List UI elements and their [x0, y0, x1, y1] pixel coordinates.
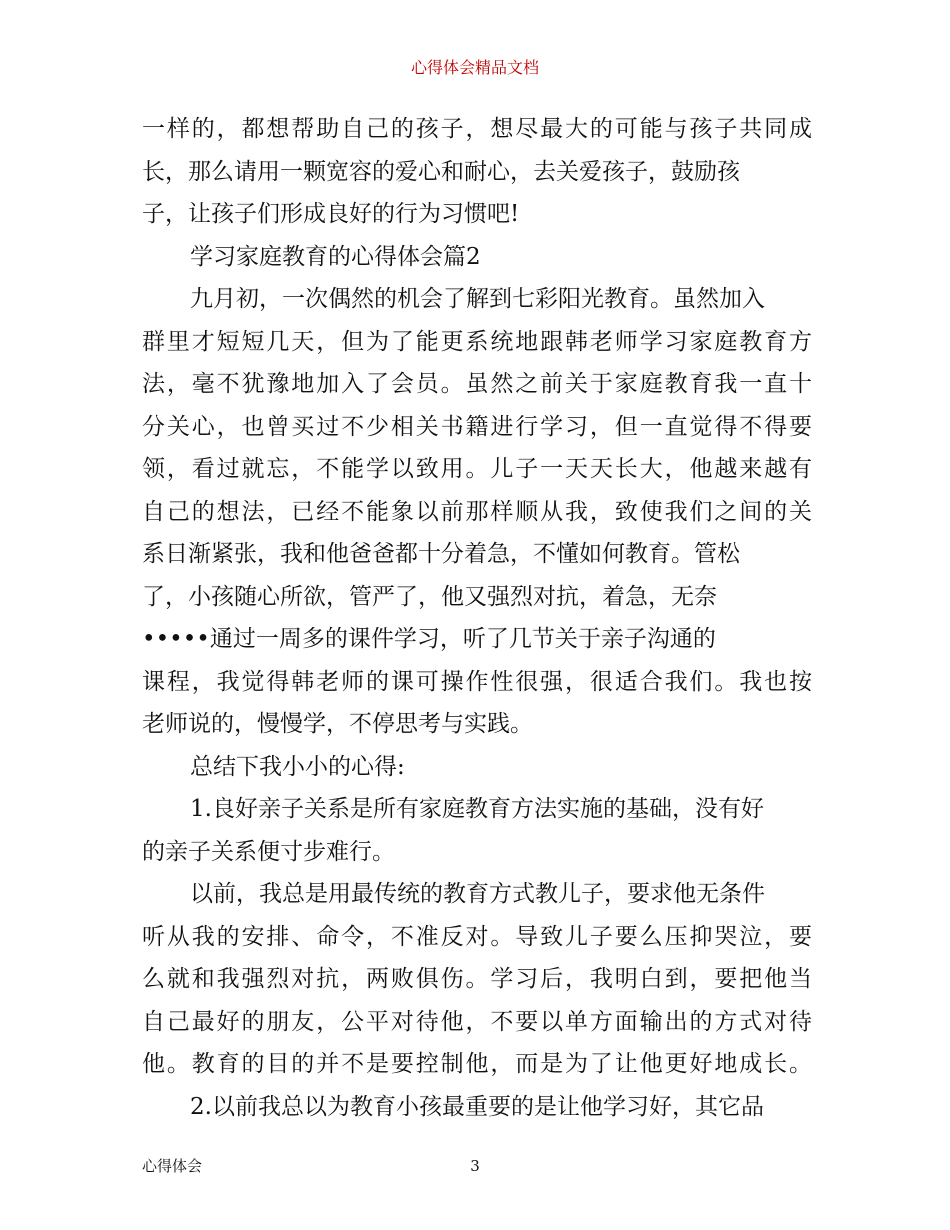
- text-line: •••••通过一周多的课件学习，听了几节关于亲子沟通的: [142, 626, 716, 652]
- text-line: 他。教育的目的并不是要控制他，而是为了让他更好地成长。: [142, 1051, 812, 1077]
- text-line: 么就和我强烈对抗，两败俱伤。学习后，我明白到，要把他当: [142, 966, 812, 992]
- text-line: 九月初，一次偶然的机会了解到七彩阳光教育。虽然加入: [190, 286, 765, 312]
- document-body: [142, 108, 812, 1128]
- text-line: 领，看过就忘，不能学以致用。儿子一天天长大，他越来越有: [142, 456, 812, 482]
- document-header-title: 心得体会精品文档: [410, 58, 539, 77]
- text-line: 的亲子关系便寸步难行。: [142, 838, 395, 865]
- text-line: 以前，我总是用最传统的教育方式教儿子，要求他无条件: [190, 881, 765, 907]
- text-line: 自己的想法，已经不能象以前那样顺从我，致使我们之间的关: [142, 498, 812, 525]
- text-line: 子，让孩子们形成良好的行为习惯吧!: [142, 201, 520, 227]
- section-heading: 学习家庭教育的心得体会篇2: [190, 243, 481, 270]
- text-line: 长，那么请用一颗宽容的爱心和耐心，去关爱孩子，鼓励孩: [142, 158, 740, 185]
- page-number: 3: [470, 1157, 480, 1175]
- text-line: 听从我的安排、命令，不准反对。导致儿子要么压抑哭泣，要: [142, 923, 812, 950]
- text-line: 法，毫不犹豫地加入了会员。虽然之前关于家庭教育我一直十: [142, 371, 812, 397]
- text-line: 课程，我觉得韩老师的课可操作性很强，很适合我们。我也按: [142, 668, 812, 695]
- text-line: 一样的，都想帮助自己的孩子，想尽最大的可能与孩子共同成: [142, 116, 812, 142]
- footer-label: 心得体会: [142, 1157, 203, 1175]
- text-line: 群里才短短几天，但为了能更系统地跟韩老师学习家庭教育方: [142, 328, 812, 355]
- text-line: 老师说的，慢慢学，不停思考与实践。: [142, 711, 533, 737]
- text-line: 系日渐紧张，我和他爸爸都十分着急，不懂如何教育。管松: [142, 541, 740, 567]
- text-line: 了，小孩随心所欲，管严了，他又强烈对抗，着急，无奈: [142, 583, 717, 610]
- text-line: 分关心，也曾买过不少相关书籍进行学习，但一直觉得不得要: [142, 413, 812, 440]
- text-line: 总结下我小小的心得:: [190, 753, 405, 780]
- text-line: 2.以前我总以为教育小孩最重要的是让他学习好，其它品: [190, 1093, 764, 1120]
- text-line: 1.良好亲子关系是所有家庭教育方法实施的基础，没有好: [190, 796, 764, 822]
- text-line: 自己最好的朋友，公平对待他，不要以单方面输出的方式对待: [142, 1008, 812, 1035]
